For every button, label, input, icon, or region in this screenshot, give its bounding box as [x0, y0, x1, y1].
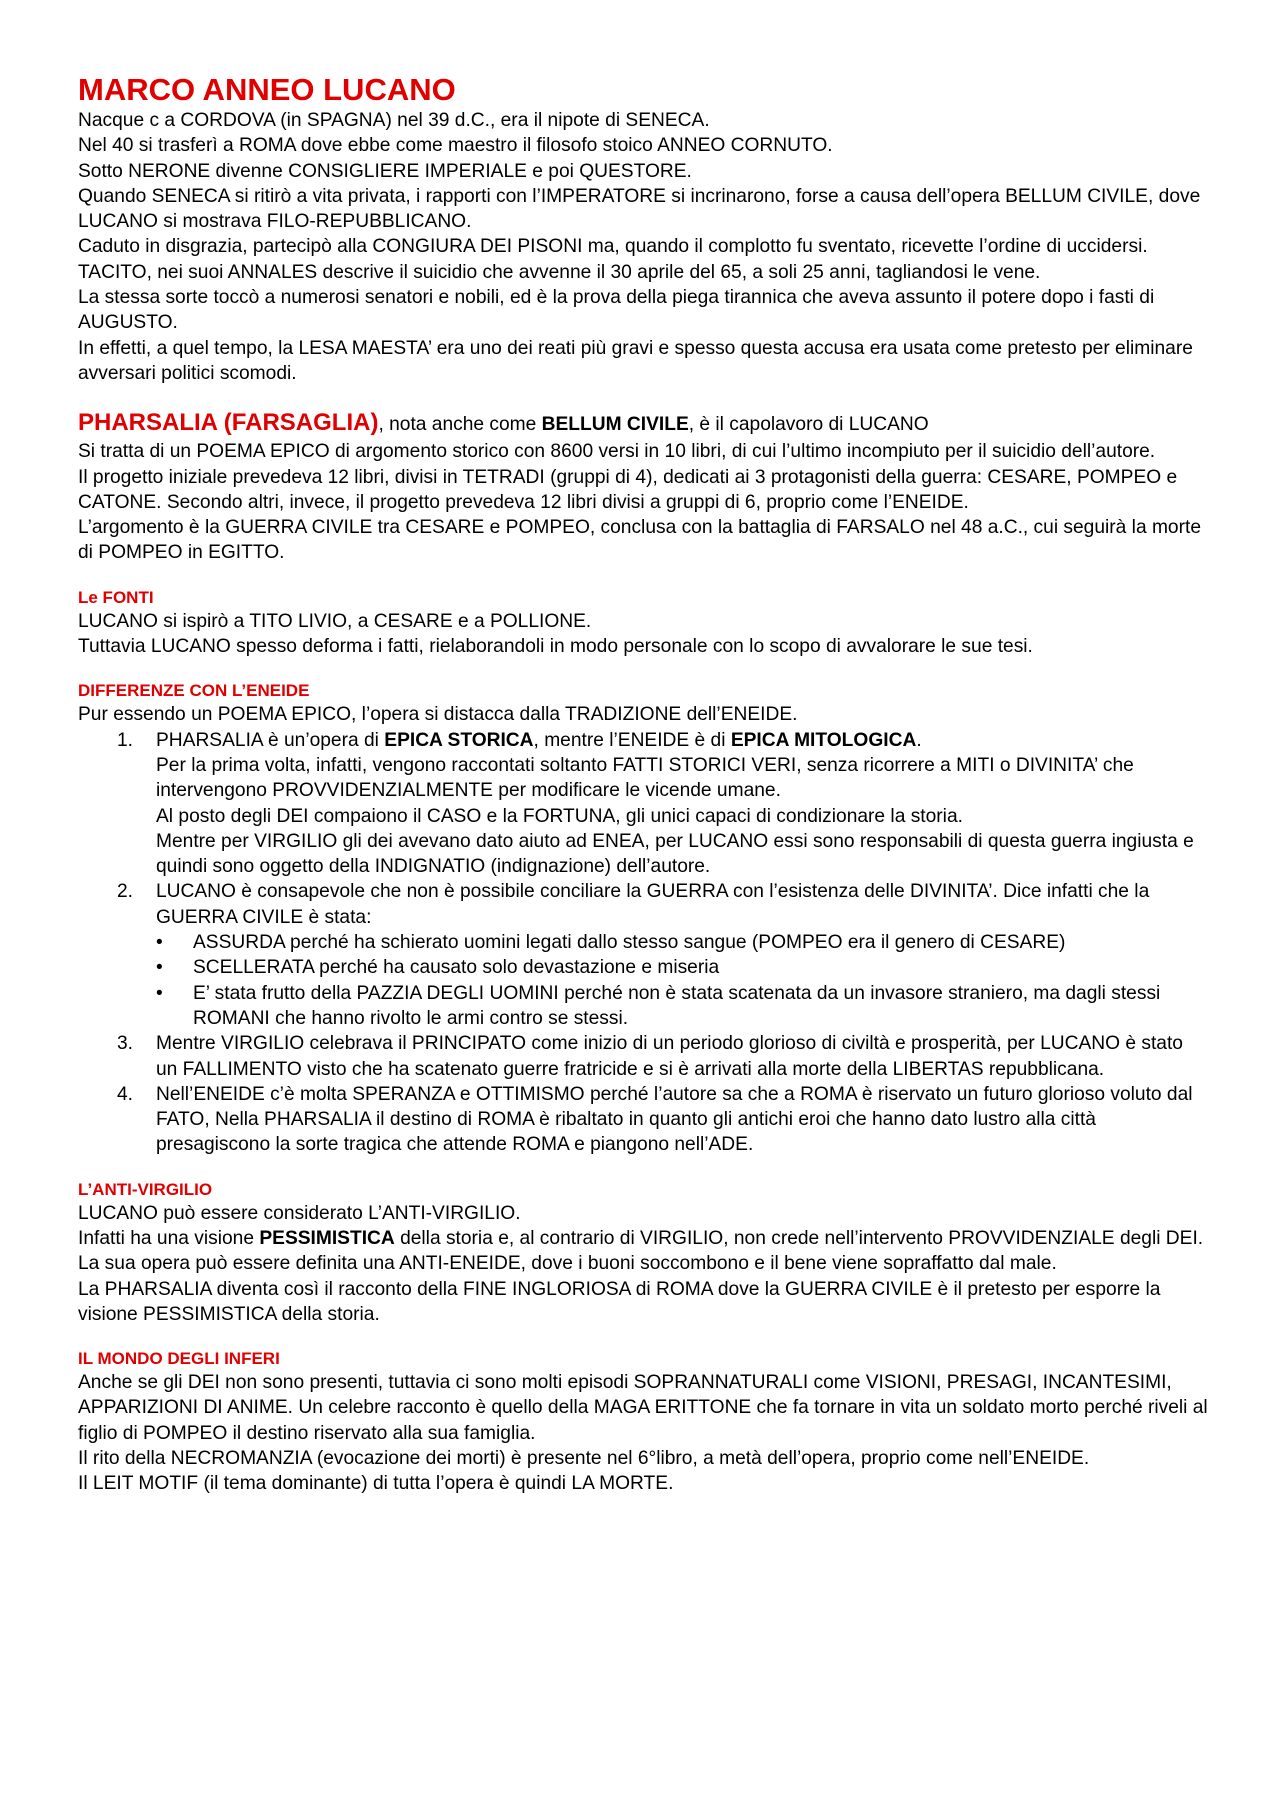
list-number: 1. — [117, 729, 134, 751]
bullet-text: E’ stata frutto della PAZZIA DEGLI UOMINI perché non è stata scatenata da un invasore straniero, ma dagli stessi ROMANI che hanno rivolto le armi contro se stessi. — [193, 982, 1161, 1029]
pharsalia-heading-bold: BELLUM CIVILE — [541, 414, 689, 436]
inferi-heading: IL MONDO DEGLI INFERI — [78, 1349, 280, 1369]
bullet-item — [156, 955, 1208, 980]
intro-section — [78, 108, 1208, 386]
bullet-item — [156, 981, 1208, 1032]
list-item — [78, 879, 1208, 1031]
intro-paragraph: La stessa sorte toccò a numerosi senatori e nobili, ed è la prova della piega tirannica che aveva assunto il potere dopo i fasti di AUGUSTO. — [78, 287, 1155, 334]
fonti-paragraph: LUCANO si ispirò a TITO LIVIO, a CESARE e a POLLIONE. — [78, 610, 592, 632]
bullet-icon: • — [156, 932, 163, 954]
bullet-text: SCELLERATA perché ha causato solo devastazione e miseria — [193, 957, 720, 979]
list-item — [78, 728, 1208, 880]
antivirgilio-paragraph: LUCANO può essere considerato L’ANTI-VIRGILIO. — [78, 1202, 521, 1224]
fonti-heading: Le FONTI — [78, 587, 154, 607]
pharsalia-section — [78, 439, 1208, 565]
intro-paragraph: Sotto NERONE divenne CONSIGLIERE IMPERIALE e poi QUESTORE. — [78, 160, 692, 182]
intro-paragraph: In effetti, a quel tempo, la LESA MAESTA’ era uno dei reati più gravi e spesso questa accusa era usata come pretesto per eliminare avversari politici scomodi. — [78, 337, 1193, 384]
list-item-text — [156, 728, 1208, 753]
pharsalia-heading-title: PHARSALIA (FARSAGLIA) — [78, 409, 379, 437]
list-number: 3. — [117, 1033, 134, 1055]
antivirgilio-paragraph: La sua opera può essere definita una ANTI-ENEIDE, dove i buoni soccombono e il bene viene sopraffatto dal male. — [78, 1253, 1057, 1275]
fonti-section — [78, 609, 1208, 660]
text-bold: EPICA MITOLOGICA — [730, 729, 917, 751]
antivirgilio-heading: L’ANTI-VIRGILIO — [78, 1179, 213, 1199]
pharsalia-heading-end: , è il capolavoro di LUCANO — [688, 414, 929, 436]
fonti-paragraph: Tuttavia LUCANO spesso deforma i fatti, rielaborandoli in modo personale con lo scopo di avvalorare le sue tesi. — [78, 636, 1033, 658]
list-item-text: LUCANO è consapevole che non è possibile conciliare la GUERRA con l’esistenza delle DIVINITA’. Dice infatti che la GUERRA CIVILE è stata: — [156, 881, 1150, 928]
pharsalia-heading-mid: , nota anche come — [378, 414, 542, 436]
list-item — [78, 1082, 1208, 1158]
intro-paragraph: Nacque c a CORDOVA (in SPAGNA) nel 39 d.C., era il nipote di SENECA. — [78, 110, 710, 131]
differenze-intro: Pur essendo un POEMA EPICO, l’opera si distacca dalla TRADIZIONE dell’ENEIDE. — [78, 704, 798, 726]
differenze-heading: DIFFERENZE CON L’ENEIDE — [78, 681, 310, 701]
text-run: della storia e, al contrario di VIRGILIO, non crede nell’intervento PROVVIDENZIALE degli DEI. — [394, 1227, 1204, 1249]
list-item-line: Al posto degli DEI compaiono il CASO e la FORTUNA, gli unici capaci di condizionare la storia. — [156, 805, 963, 827]
pharsalia-paragraph: L’argomento è la GUERRA CIVILE tra CESARE e POMPEO, conclusa con la battaglia di FARSALO nel 48 a.C., cui seguirà la morte di POMPEO in EGITTO. — [78, 517, 1201, 564]
intro-paragraph: Caduto in disgrazia, partecipò alla CONGIURA DEI PISONI ma, quando il complotto fu sventato, ricevette l’ordine di uccidersi. — [78, 236, 1148, 258]
inferi-section — [78, 1370, 1208, 1496]
list-item-text: Mentre VIRGILIO celebrava il PRINCIPATO come inizio di un periodo glorioso di civiltà e prosperità, per LUCANO è stato un FALLIMENTO visto che ha scatenato guerre fratricide e si è arrivati alla morte della LIBERTAS repubblicana. — [156, 1033, 1183, 1080]
text-run: Infatti ha una visione — [78, 1227, 260, 1249]
bullet-list — [156, 930, 1208, 1031]
document-page — [78, 72, 1208, 1497]
differenze-section — [78, 702, 1208, 1157]
inferi-paragraph: Anche se gli DEI non sono presenti, tuttavia ci sono molti episodi SOPRANNATURALI come VISIONI, PRESAGI, INCANTESIMI, APPARIZIONI DI ANIME. Un celebre racconto è quello della MAGA ERITTONE che fa tornare in vita un soldato morto perché riveli al figlio di POMPEO il destino riservato alla sua famiglia. — [78, 1372, 1208, 1444]
bullet-item — [156, 930, 1208, 955]
intro-paragraph: Nel 40 si trasferì a ROMA dove ebbe come maestro il filosofo stoico ANNEO CORNUTO. — [78, 135, 833, 157]
bullet-icon: • — [156, 957, 163, 979]
list-item-line: Mentre per VIRGILIO gli dei avevano dato aiuto ad ENEA, per LUCANO essi sono responsabili di questa guerra ingiusta e quindi sono oggetto della INDIGNATIO (indignazione) dell’autore. — [156, 830, 1194, 878]
list-item — [78, 1031, 1208, 1082]
intro-paragraph: Quando SENECA si ritirò a vita privata, i rapporti con l’IMPERATORE si incrinarono, forse a causa dell’opera BELLUM CIVILE, dove LUCANO si mostrava FILO-REPUBBLICANO. — [78, 185, 1201, 233]
antivirgilio-paragraph: La PHARSALIA diventa così il racconto della FINE INGLORIOSA di ROMA dove la GUERRA CIVILE è il pretesto per esporre la visione PESSIMISTICA della storia. — [78, 1278, 1161, 1325]
differenze-list — [78, 728, 1208, 1158]
bullet-icon: • — [156, 982, 163, 1004]
intro-paragraph: TACITO, nei suoi ANNALES descrive il suicidio che avvenne il 30 aprile del 65, a soli 25 anni, tagliandosi le vene. — [78, 261, 1041, 283]
antivirgilio-paragraph — [78, 1226, 1208, 1251]
text-run: PHARSALIA è un’opera di — [156, 729, 385, 751]
list-number: 4. — [117, 1083, 134, 1105]
page-title: MARCO ANNEO LUCANO — [78, 72, 456, 107]
text-bold: EPICA STORICA — [384, 729, 534, 751]
pharsalia-paragraph: Il progetto iniziale prevedeva 12 libri, divisi in TETRADI (gruppi di 4), dedicati ai 3 protagonisti della guerra: CESARE, POMPEO e CATONE. Secondo altri, invece, il progetto prevedeva 12 libri divisi a gruppi di 6, proprio come l’ENEIDE. — [78, 466, 1178, 513]
inferi-paragraph: Il LEIT MOTIF (il tema dominante) di tutta l’opera è quindi LA MORTE. — [78, 1473, 674, 1495]
bullet-text: ASSURDA perché ha schierato uomini legati dallo stesso sangue (POMPEO era il genero di CESARE) — [193, 932, 1066, 954]
list-item-line: Per la prima volta, infatti, vengono raccontati soltanto FATTI STORICI VERI, senza ricorrere a MITI o DIVINITA’ che intervengono PROVVIDENZIALMENTE per modificare le vicende umane. — [156, 754, 1134, 802]
list-item-text: Nell’ENEIDE c’è molta SPERANZA e OTTIMISMO perché l’autore sa che a ROMA è riservato un futuro glorioso voluto dal FATO, Nella PHARSALIA il destino di ROMA è ribaltato in quanto gli antichi eroi che hanno dato lustro alla città presagiscono la sorte tragica che attende ROMA e piangono nell’ADE. — [156, 1083, 1193, 1156]
text-run: . — [916, 729, 922, 751]
pharsalia-heading — [78, 409, 1208, 439]
antivirgilio-section — [78, 1201, 1208, 1327]
text-bold: PESSIMISTICA — [259, 1227, 395, 1249]
list-number: 2. — [117, 881, 134, 903]
pharsalia-paragraph: Si tratta di un POEMA EPICO di argomento storico con 8600 versi in 10 libri, di cui l’ultimo incompiuto per il suicidio dell’autore. — [78, 441, 1156, 463]
inferi-paragraph: Il rito della NECROMANZIA (evocazione dei morti) è presente nel 6°libro, a metà dell’opera, proprio come nell’ENEIDE. — [78, 1448, 1090, 1470]
text-run: , mentre l’ENEIDE è di — [533, 729, 731, 751]
